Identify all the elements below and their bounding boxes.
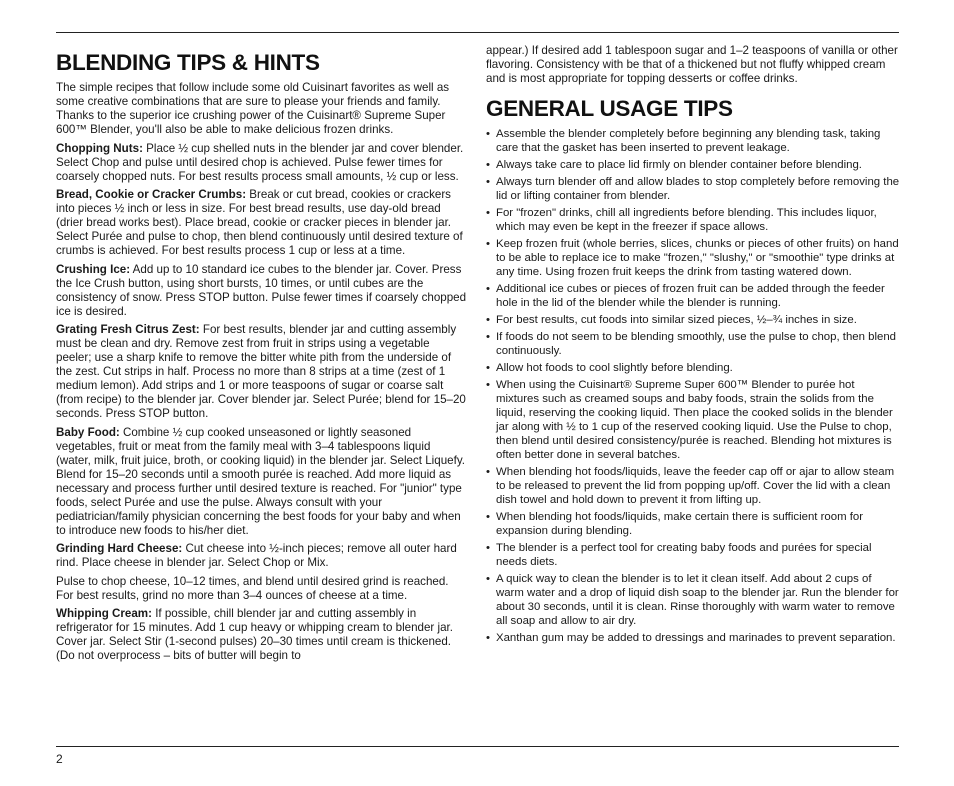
bullet-icon: • (486, 159, 490, 171)
tip-text: For best results, blender jar and cutting assembly must be clean and dry. Remove zest from fruit in strips using a vegetable peeler; use a sharp knife to remove the bitter white pith from the underside of the zest. Cut strips in half. Process no more than 8 strips at a time (zest of 1 medium lemon). Add strips and 1 or more teaspoons of sugar or coarse salt (from recipe) to the blender jar. Cover blender jar. Select Purée; blend for 15–20 seconds. Press STOP button. (56, 323, 466, 420)
intro-paragraph: The simple recipes that follow include some old Cuisinart favorites as well as some creative combinations that are sure to please your friends and family. Thanks to the superior ice crushing power of the Cuisinart® Supreme Super 600™ Blender, you'll also be able to make delicious frozen drinks. (56, 81, 450, 136)
usage-tip-item (486, 541, 900, 569)
usage-tip-item (486, 572, 900, 628)
usage-tip-item (486, 237, 900, 279)
usage-tip-text: Assemble the blender completely before beginning any blending task, taking care that the gasket has been inserted to prevent leakage. (496, 128, 881, 154)
usage-tip-text: Keep frozen fruit (whole berries, slices, chunks or pieces of other fruits) on hand to be able to replace ice to make "frozen," "slushy," or "smoothie" type drinks at any time. Using frozen fruit keeps the drink from tasting watered down. (496, 238, 899, 278)
left-column (56, 44, 468, 668)
tip-label: Baby Food: (56, 425, 120, 439)
usage-tip-text: Allow hot foods to cool slightly before blending. (496, 362, 733, 374)
tip-label: Bread, Cookie or Cracker Crumbs: (56, 188, 247, 201)
bottom-rule (56, 746, 899, 747)
tip-text: Break or cut bread, cookies or crackers into pieces ½ inch or less in size. For best bread results, use day-old bread (drier bread works best). Place bread, cookie or cracker pieces in blender jar. Select Purée and pulse to chop, then blend continuously until desired texture of crumbs is achieved. For best results process 1 cup or less at a time. (56, 188, 463, 257)
usage-tip-text: If foods do not seem to be blending smoothly, use the pulse to chop, then blend continuously. (496, 331, 896, 357)
usage-tip-item (486, 206, 900, 234)
usage-tips-list (486, 127, 900, 645)
bullet-icon: • (486, 207, 490, 219)
usage-tip-item (486, 361, 900, 375)
usage-tip-text: When using the Cuisinart® Supreme Super 600™ Blender to purée hot mixtures such as creamed soups and baby foods, strain the solids from the liquid, reserving the cooking liquid. Then place the cooked solids in the blender jar along with ½ to 1 cup of the reserved cooking liquid. Use the Pulse to chop, then blend until desired consistency/purée is reached. Blending hot mixtures is often better done in several batches. (496, 379, 893, 461)
tip-text: Place ½ cup shelled nuts in the blender jar and cover blender. Select Chop and pulse until desired chop is achieved. Pulse fewer times for coarsely chopped nuts. For best results process small amounts, ½ cup or less. (56, 141, 464, 183)
bullet-icon: • (486, 314, 490, 326)
tip-label: Crushing Ice: (56, 262, 131, 276)
tip-paragraph (56, 426, 468, 538)
usage-tip-text: A quick way to clean the blender is to let it clean itself. Add about 2 cups of warm water and a drop of liquid dish soap to the blender jar. Run the blender for about 30 seconds, until it is clean. Rinse thoroughly with warm water to remove all soap and allow to air dry. (496, 573, 899, 627)
tip-text: Pulse to chop cheese, 10–12 times, and blend until desired grind is reached. For best results, grind no more than 3–4 ounces of cheese at a time. (56, 574, 449, 602)
tip-text: Cut cheese into ½-inch pieces; remove all outer hard rind. Place cheese in blender jar. Select Chop or Mix. (56, 542, 457, 569)
usage-tip-text: Always take care to place lid firmly on blender container before blending. (496, 159, 862, 171)
tip-paragraph (56, 142, 468, 184)
page-number: 2 (56, 752, 63, 766)
usage-tip-text: When blending hot foods/liquids, leave the feeder cap off or ajar to allow steam to be released to prevent the lid from popping up/off. Cover the lid with a clean dish towel and hold down to prevent it from lifting up. (496, 466, 895, 506)
usage-tip-text: The blender is a perfect tool for creating baby foods and purées for special needs diets. (496, 542, 872, 568)
general-usage-heading: GENERAL USAGE TIPS (486, 96, 733, 121)
tip-paragraph (56, 575, 468, 603)
tip-label: Whipping Cream: (56, 607, 152, 620)
bullet-icon: • (486, 379, 490, 391)
usage-tip-text: When blending hot foods/liquids, make certain there is sufficient room for expansion during blending. (496, 511, 864, 537)
right-column (486, 44, 900, 648)
usage-tip-item (486, 330, 900, 358)
usage-tip-text: Always turn blender off and allow blades to stop completely before removing the lid or lifting container from blender. (496, 176, 900, 202)
usage-tip-text: Additional ice cubes or pieces of frozen fruit can be added through the feeder hole in the lid of the blender while the blender is running. (496, 283, 885, 309)
usage-tip-item (486, 282, 900, 310)
bullet-icon: • (486, 238, 490, 250)
usage-tip-text: Xanthan gum may be added to dressings and marinades to prevent separation. (496, 632, 896, 644)
tip-paragraph (56, 263, 468, 319)
tip-paragraph (56, 323, 468, 421)
bullet-icon: • (486, 362, 490, 374)
whipping-cream-continuation: appear.) If desired add 1 tablespoon sugar and 1–2 teaspoons of vanilla or other flavoring. Consistency with be that of a thickened but not fluffy whipped cream and is most appropriate for topping desserts or coffee drinks. (486, 44, 898, 85)
usage-tip-item (486, 465, 900, 507)
usage-tip-item (486, 158, 900, 172)
bullet-icon: • (486, 283, 490, 295)
usage-tip-item (486, 313, 900, 327)
tip-text: If possible, chill blender jar and cutting assembly in refrigerator for 15 minutes. Add 1 cup heavy or whipping cream to blender jar. Cover jar. Select Stir (1-second pulses) 20–30 times until cream is thickened. (Do not overprocess – bits of butter will begin to (56, 607, 453, 662)
bullet-icon: • (486, 542, 490, 554)
tip-paragraph (56, 188, 468, 258)
tip-paragraph (56, 542, 468, 570)
bullet-icon: • (486, 573, 490, 585)
usage-tip-item (486, 175, 900, 203)
tip-text: Combine ½ cup cooked unseasoned or lightly seasoned vegetables, fruit or meat from the family meal with 3–4 tablespoons liquid (water, milk, fruit juice, broth, or cooking liquid) in the blender jar. Select Liquefy. Blend for 15–20 seconds until a smooth purée is reached. Add more liquid as necessary and process further until desired texture is reached. For "junior" type foods, select Purée and use the pulse. Always consult with your pediatrician/family physician concerning the best foods for your baby and when to introduce new foods to his/her diet. (56, 425, 465, 537)
blending-tips-heading: BLENDING TIPS & HINTS (56, 50, 320, 75)
usage-tip-item (486, 127, 900, 155)
usage-tip-text: For "frozen" drinks, chill all ingredients before blending. This includes liquor, which may even be kept in the freezer if space allows. (496, 207, 877, 233)
usage-tip-text: For best results, cut foods into similar sized pieces, ½–¾ inches in size. (496, 314, 857, 326)
bullet-icon: • (486, 331, 490, 343)
tips-list (56, 142, 468, 664)
bullet-icon: • (486, 632, 490, 644)
bullet-icon: • (486, 511, 490, 523)
tip-paragraph (56, 607, 468, 663)
tip-label: Grinding Hard Cheese: (56, 542, 183, 555)
tip-text: Add up to 10 standard ice cubes to the blender jar. Cover. Press the Ice Crush button, using short bursts, 10 times, or until cubes are the consistency of snow. Press STOP button. Pulse fewer times if coarsely chopped ice is desired. (56, 262, 467, 318)
usage-tip-item (486, 510, 900, 538)
usage-tip-item (486, 378, 900, 462)
top-rule (56, 32, 899, 33)
usage-tip-item (486, 631, 900, 645)
bullet-icon: • (486, 466, 490, 478)
bullet-icon: • (486, 128, 490, 140)
tip-label: Chopping Nuts: (56, 141, 143, 155)
tip-label: Grating Fresh Citrus Zest: (56, 323, 200, 336)
bullet-icon: • (486, 176, 490, 188)
